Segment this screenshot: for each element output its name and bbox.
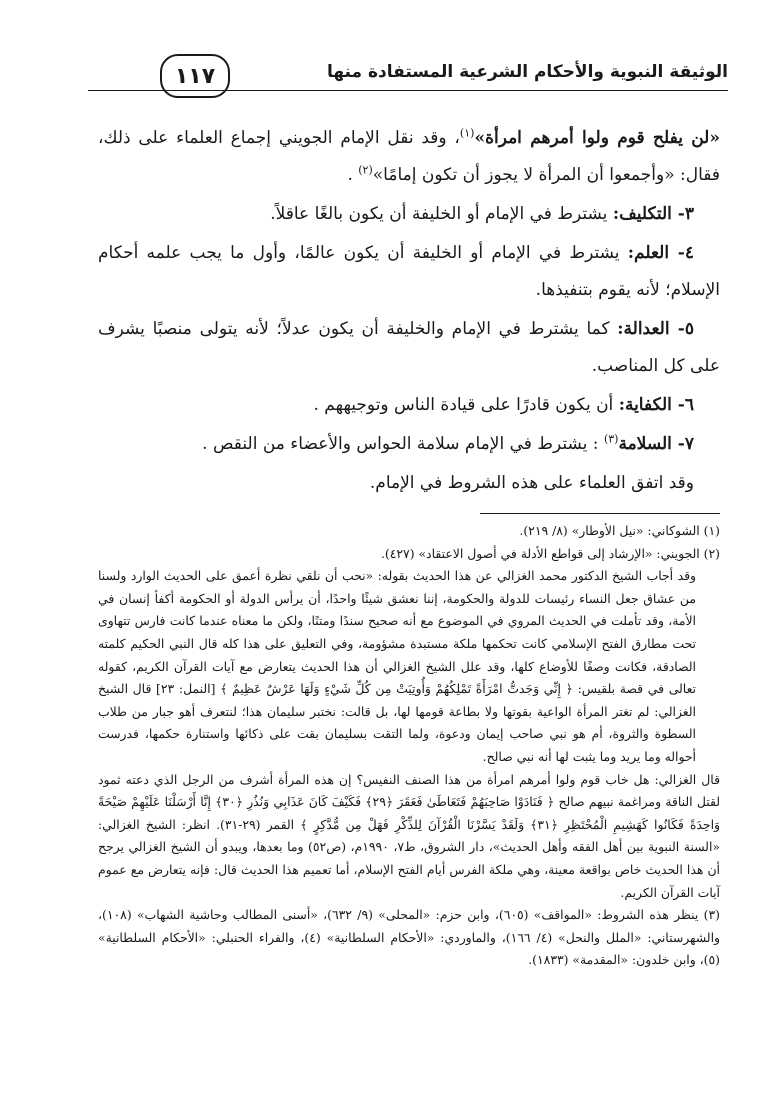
hadith-quote: «لن يفلح قوم ولوا أمرهم امرأة» [474,128,720,148]
footnote-2-ghazali-answer: وقد أجاب الشيخ الدكتور محمد الغزالي عن هذا الحديث بقوله: «نحب أن نلقي نظرة أعمق على الحديث الوارد ولسنا من عشاق جعل النساء رئيسات للدولة والحكومة، إننا نعشق شيئًا واحدًا، أن يرأس الدولة أو الحكومة أكفأ إنسان في الأمة، وقد تأملت في الحديث المروي في الموضوع مع أنه صحيح سندًا ومتنًا، ولكن ما معناه عندما كانت فارس تتهاوى تحت مطارق الفتح الإسلامي كانت تحكمها ملكة مستبدة مشؤومة، وفي التعليق على هذا كله قال النبي الحكيم كلمته الصادقة، فكانت وصفًا للأوضاع كلها، وقد علل الشيخ الغزالي أن هذا الحديث يتعارض مع آيات القرآن الكريم، كقوله تعالى في قصة بلقيس: ﴿ إِنِّي وَجَدتُّ امْرَأَةً تَمْلِكُهُمْ وَأُوتِيَتْ مِن كُلِّ شَيْءٍ وَلَهَا عَرْشٌ عَظِيمٌ ﴾ [النمل: ٢٣] قال الشيخ الغزالي: لم تغتر المرأة الواعية بقوتها ولا بطاعة قومها لها، بل قالت: نختبر سليمان هذا؛ لنتعرف أهو جبار من طلاب السطوة والثروة، أم هو نبي صاحب إيمان ودعوة، ولما التقت بسليمان بقت على ذكائها واستنارة حكمها، فدرست أحواله وما يريد وما يثبت لها أنه نبي صالح. [98,568,697,764]
page-number: ١١٧ [174,63,216,89]
condition-7 [98,426,720,463]
condition-6-label: ٦- الكفاية: [618,395,694,415]
paragraph-hadith-end: . [347,165,359,185]
header-divider [88,90,728,91]
condition-5-label: ٥- العدالة: [617,319,695,339]
condition-4-label: ٤- العلم: [627,243,694,263]
condition-7-label: ٧- السلامة [618,434,694,454]
main-text [98,120,720,504]
footnote-1: (١) الشوكاني: «نيل الأوطار» (٨/ ٢١٩). [519,523,720,538]
condition-3-label: ٣- التكليف: [612,204,694,224]
paragraph-hadith [98,120,720,194]
condition-3 [98,196,720,233]
running-title: الوثيقة النبوية والأحكام الشرعية المستفادة منها [326,62,728,82]
footnote-ref-1[interactable]: (١) [459,126,475,140]
closing-sentence: وقد اتفق العلماء على هذه الشروط في الإمام. [369,473,694,493]
paragraph-hadith-text: ، وقد نقل الإمام الجويني إجماع العلماء على ذلك، فقال: «وأجمعوا أن المرأة لا يجوز أن تكون إمامًا» [98,128,720,185]
condition-4-text: يشترط في الإمام أو الخليفة أن يكون عالمًا، وأول ما يجب علمه أحكام الإسلام؛ لأنه يقوم بتنفيذها. [98,243,720,300]
condition-7-text: : يشترط في الإمام سلامة الحواس والأعضاء من النقص . [202,434,604,454]
condition-3-text: يشترط في الإمام أو الخليفة أن يكون بالغًا عاقلاً. [270,204,613,224]
footnote-2: (٢) الجويني: «الإرشاد إلى قواطع الأدلة في أصول الاعتقاد» (٤٢٧). [380,545,720,561]
footnote-3: (٣) ينظر هذه الشروط: «المواقف» (٦٠٥)، وابن حزم: «المحلى» (٩/ ٦٣٢)، «أسنى المطالب وحاشية الشهاب» (١٠٨)، والشهرستاني: «الملل والنحل» (٤/ ١٦٦)، والماوردي: «الأحكام السلطانية» (٤)، والفراء الحنبلي: «الأحكام السلطانية» (٥)، وابن خلدون: «المقدمة» (١٨٣٣). [98,907,720,968]
condition-5 [98,311,720,385]
footnote-ref-2[interactable]: (٢) [358,163,373,177]
condition-6 [98,387,720,424]
condition-6-text: أن يكون قادرًا على قيادة الناس وتوجيههم . [313,395,619,415]
condition-4 [98,235,720,309]
footnote-divider [480,513,720,514]
footnotes [98,520,720,972]
footnote-2-ghazali-continuation: قال الغزالي: هل خاب قوم ولوا أمرهم امرأة من هذا الصنف النفيس؟ إن هذه المرأة أشرف من الرجل الذي دعته ثمود لقتل الناقة ومراغمة نبيهم صالح ﴿ فَنَادَوْا صَاحِبَهُمْ فَتَعَاطَىٰ فَعَقَرَ ﴿٢٩﴾ فَكَيْفَ كَانَ عَذَابِي وَنُذُرِ ﴿٣٠﴾ إِنَّا أَرْسَلْنَا عَلَيْهِمْ صَيْحَةً وَاحِدَةً فَكَانُوا كَهَشِيمِ الْمُحْتَظِرِ ﴿٣١﴾ وَلَقَدْ يَسَّرْنَا الْقُرْآنَ لِلذِّكْرِ فَهَلْ مِن مُّدَّكِرٍ ﴾ القمر (٢٩-٣١). انظر: الشيخ الغزالي: «السنة النبوية بين أهل الفقه وأهل الحديث»، دار الشروق، ط٧، ١٩٩٠م، (ص٥٢) وما بعدها، ويبدو أن الشيخ الغزالي يرجح أن هذا الحديث خاص بواقعة معينة، وهي ملكة الفرس أيام الفتح الإسلام، أما تعميم هذا الحديث قال: فإنه يتعارض مع عموم آيات القرآن الكريم. [98,771,721,900]
condition-5-text: كما يشترط في الإمام والخليفة أن يكون عدلاً؛ لأنه يتولى منصبًا يشرف على كل المناصب. [98,319,720,376]
running-header [88,40,728,94]
page-number-badge [160,54,230,98]
footnote-ref-3[interactable]: (٣) [603,432,619,446]
